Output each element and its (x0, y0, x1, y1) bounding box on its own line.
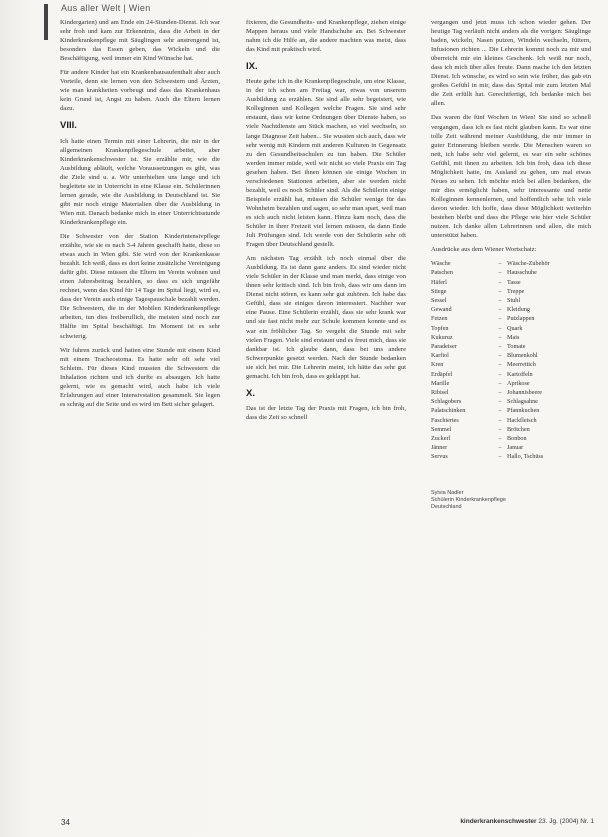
vocab-term: Sessel (431, 296, 447, 304)
vocab-row (431, 397, 591, 406)
author-block (431, 490, 591, 511)
vocab-dash: – (498, 315, 502, 323)
vocab-row (431, 379, 591, 388)
vocab-row (431, 443, 591, 452)
vocab-dash: – (498, 435, 502, 443)
vocab-intro: Ausdrücke aus dem Wiener Wortschatz: (431, 246, 537, 254)
vocab-row (431, 287, 591, 296)
vocab-term: Jänner (431, 444, 448, 452)
paragraph: Die Schwester von der Station Kinderintensivpflege erzählte, wie sie es nach 3-4 Jahren geschafft hatte, diese so etwas auch in Wien gibt. Sie wird von der Krankenkasse bezahlt. Ich weiß, dass es dort keine zusätzliche Vereinigung dafür gibt. Diese müssen die Eltern im Verein wohnen und einen Jahresbeitrag bezahlen, so dass es sich ungefähr rechnet, wenn das Kind für 14 Tage im Spital liegt, wird es, dass der Verein auch einige Tagespauschale bezahlt werden. Die Schwestern, die in der Mobilen Kinderkrankenpflege arbeiten, tun dies freiberuflich, die meisten sind noch zur Hälfte im Spital beschäftigt. Im Moment ist es sehr schwierig. (60, 232, 220, 340)
vocab-meaning: Meerrettich (507, 361, 536, 369)
vocab-term: Patschen (431, 269, 453, 277)
vocab-term: Häferl (431, 278, 447, 286)
vocab-meaning: Hallo, Tschüss (507, 453, 544, 461)
section-heading: VIII. (60, 120, 77, 132)
vocab-row (431, 452, 591, 461)
vocab-row (431, 268, 591, 277)
vocab-meaning: Hausschuhe (507, 269, 537, 277)
vocab-term: Gewand (431, 306, 452, 314)
vocab-row (431, 278, 591, 287)
vocab-meaning: Treppe (507, 287, 525, 295)
author-place: Deutschland (431, 503, 462, 510)
vocab-row (431, 324, 591, 333)
vocab-row (431, 416, 591, 425)
vocab-dash: – (498, 425, 502, 433)
vocab-dash: – (498, 407, 502, 415)
vocab-term: Marille (431, 379, 450, 387)
running-head: Aus aller Welt | Wien (61, 3, 151, 13)
vocab-meaning: Bonbon (507, 435, 527, 443)
vocab-meaning: Kleidung (507, 306, 531, 314)
vocab-row (431, 388, 591, 397)
vocab-term: Karfiol (431, 352, 449, 360)
vocab-row (431, 360, 591, 369)
vocab-term: Erdäpfel (431, 370, 453, 378)
vocab-meaning: Brötchen (507, 425, 530, 433)
vocab-dash: – (498, 287, 502, 295)
vocab-dash: – (498, 333, 502, 341)
margin-bar (44, 4, 48, 40)
vocab-row (431, 370, 591, 379)
vocab-dash: – (498, 306, 502, 314)
vocab-row (431, 351, 591, 360)
vocab-row (431, 296, 591, 305)
vocab-term: Faschiertes (431, 416, 459, 424)
vocab-dash: – (498, 370, 502, 378)
vocab-meaning: Tomate (507, 343, 526, 350)
magazine-issue: 23. Jg. (2004) Nr. 1 (538, 818, 594, 825)
vocab-dash: – (498, 296, 502, 304)
vocab-term: Kren (431, 361, 444, 369)
vocab-term: Servus (431, 453, 448, 461)
vocab-term: Zuckerl (431, 435, 451, 443)
vocab-meaning: Mais (507, 333, 520, 341)
vocab-term: Stiege (431, 287, 447, 295)
footer-magazine (460, 818, 594, 825)
vocab-row (431, 406, 591, 415)
paragraph: Das ist der letzte Tag der Praxis mit Fragen, ich bin froh, dass die Zeit so schnell (246, 404, 406, 421)
paragraph: Kindergarten) und am Ende ein 24-Stunden-Dienst. Ich war sehr froh und kam zur Erkenntnis, dass die Arbeit in der Kinderkrankenpflege mit Säuglingen sehr anstrengend ist, besonders das Essen geben, das Wickeln und die Beschäftigung, weil immer ein Kind Wünsche hat. (60, 19, 220, 63)
vocab-term: Ribisel (431, 389, 449, 397)
magazine-name: kinderkrankenschwester (460, 818, 537, 825)
vocab-meaning: Kartoffeln (507, 370, 533, 378)
column-3 (431, 18, 591, 511)
vocab-meaning: Aprikose (507, 379, 530, 387)
paragraph: Für andere Kinder hat ein Krankenhausaufenthalt aber auch Vorteile, denn sie lernen von den Schwestern und Ärzten, wie man krankheiten vorbeugt und dass das Krankenhaus kein Grund ist, Angst zu haben. Auch die Eltern lernen dazu. (60, 69, 220, 113)
vocab-meaning: Wäsche-Zubehör (507, 260, 550, 268)
vocab-dash: – (498, 398, 502, 406)
vocab-term: Palatschinken (431, 407, 466, 415)
paragraph: Wir fuhren zurück und hatten eine Stunde mit einem Kind mit einem Tracheostoma. Es hatte sehr oft sehr viel Schleim. Für dieses Kind mussten die Schwestern die Inhalation richten und ich durfte es absaugen. Ich hatte gelernt, wie es gemacht wird, auch habe ich viele Erfahrungen auf einer Intensivstation gesammelt. Sie legen es schräg auf die Seite und es wird im Bett sicher gelagert. (60, 346, 220, 408)
vocab-dash: – (498, 343, 502, 350)
paragraph: Heute gehe ich in die Krankenpflegeschule, um eine Klasse, in der ich schon am Freitag war, etwas von unserem Ausbildung zu erzählen. Sie sind alle sehr begeistert, wie Kolleginnen und Kollegen welche Fragen. Sie sind sehr erstaunt, dass wir keine Ordnungen über Dienste haben, so viele Nachtdienste am Stück machen, so viel wechseln, so lange Diagnose Zeit haben... Sie wussten sich auch, dass wir sehr wenig mit Kindern mit anderen Kulturen in Gegensatz zu den Gesundheitsschulen zu tun haben. Die Schüler werden immer müde, weil wir nicht so viele Praxis ein Tag gesehen haben. Bei ihnen können sie einige Wochen in verschiedenen Stationen arbeiten, aber sie werden nicht bezahlt, weil es noch Schüler sind. Als die Schülerin einige Beispiele erzählt hat, müssen die Schüler wenige für das Wohnheim bezahlen und sagen, so sehr man spart, weil man es sich auch nicht leisten kann. Hinzu kam noch, dass die Schüler in ihrer Freizeit viel lernen müssen, da dann Ende Juli Prüfungen sind. Ich werde von der Schülerin sehr oft Fragen über Deutschland gestellt. (246, 78, 406, 249)
vocab-term: Wäsche (431, 260, 451, 268)
vocab-meaning: Putzlappen (507, 315, 535, 323)
column-2 (246, 18, 406, 427)
vocab-meaning: Blumenkohl (507, 352, 538, 360)
vocab-dash: – (498, 453, 502, 461)
vocab-row (431, 305, 591, 314)
vocab-term: Semmel (431, 425, 452, 433)
vocab-meaning: Schlagsahne (507, 398, 538, 406)
paragraph: Ich hatte einen Termin mit einer Lehrerin, die mir in der allgemeinen Krankenpflegeschule arbeitet, aber Kinderkrankenschwester ist. Sie erzählte mir, wie die Ausbildung abläuft, welche Voraussetzungen es gibt, was die Ziele sind u. a. Wir unterhielten uns lange und ich begleitete sie in Unterricht in eine Klasse ein. Schülerinnen lernen gerade, wie die Ausbildung in Deutschland ist. Sie gibt mir noch einige Materialien über die Ausbildung in Wien mit. Danach bedanke mich in einer Unterrichtsstunde Kinderkrankenpflege ein. (60, 137, 220, 226)
vocab-dash: – (498, 416, 502, 424)
vocab-dash: – (498, 260, 502, 268)
vocab-meaning: Johannisbeere (507, 389, 543, 397)
column-1 (60, 18, 220, 414)
vocab-dash: – (498, 444, 502, 452)
paragraph: Am nächsten Tag erzählt ich noch einmal über die Ausbildung. Es ist dann ganz anders. Es sind wieder nicht viele Schüler in der Klasse und man merkt, dass einige von ihnen sehr kritisch sind. Ich bin froh, dass wir uns dann im Dienst nicht stören, es kann sehr gut zuhören. Ich habe das Gefühl, dass sie einiges davon interessiert. Nachher war eine Pause. Eine Schülerin erzählt, dass sie sehr krank war und sie fast nicht mehr zur Schule kommen konnte und es war ein fröhlicher Tag. So vergeht die Stunde mit sehr vielen Fragen. Viele sind erstaunt und es freut mich, dass sie dankbar ist. Ich glaube dann, dass bei uns andere Schwerpunkte gesetzt werden. Nach der Stunde bedanken sie sich bei mir. Die Lehrerin meint, ich hätte das sehr gut gemacht. Ich bin froh, dass es geklappt hat. (246, 255, 406, 380)
vocab-meaning: Januar (507, 444, 524, 452)
vocab-term: Fetzen (431, 315, 448, 323)
paragraph: vergangen und jetzt muss ich schon wieder gehen. Der heutige Tag verläuft nicht anders als die vorigen: Säuglinge baden, wickeln, Nasen putzen, Windeln wechseln, füttern, Infusionen richten ... Die Lehrerin kommt noch zu mir und überreicht mir ein kleines Geschenk. Ich weiß nur noch, dass ich mich über alles freute. Dann mache ich den letzten Dienst. Ich wünsche, es wird so sein wie früher, das gab ein großes Gefühl in mir, dass das Spital mir zum letzten Mal die Zeit erfüllt hat. Gerechtfertigt, Ich bedanke mich bei allen. (431, 19, 591, 108)
vocab-dash: – (498, 361, 502, 369)
vocab-dash: – (498, 389, 502, 397)
vocab-meaning: Quark (507, 324, 523, 332)
vocab-row (431, 259, 591, 268)
vocab-row (431, 425, 591, 434)
paragraph: fixieren, die Gesundheits- und Krankenpflege, ziehen einige Mappen heraus und viele Handschuhe an. Bei Schwester nahm ich die Hilfe an, die andere machten was meist, dass das Kind mit praktisch wird. (246, 19, 406, 54)
vocab-term: Paradeiser (431, 343, 457, 350)
section-heading: X. (246, 387, 255, 399)
vocab-row (431, 342, 591, 351)
author-name: Sylvia Nadler (431, 489, 464, 496)
vocab-dash: – (498, 379, 502, 387)
vocab-row (431, 434, 591, 443)
paragraph: Das waren die fünf Wochen in Wien! Sie sind so schnell vergangen, dass ich es fast nicht glauben kann. Es war eine tolle Zeit während meiner Ausbildung, die mir immer in guter Erinnerung bleiben werde. Die Menschen waren so nett, ich habe sehr viel gelernt, es war ein sehr schönes Gefühl, mit ihnen zu arbeiten. Ich bin froh, dass ich diese Möglichkeit hatte, im Ausland zu gehen, um mal etwas Neues zu sehen. Ich möchte mich bei allen bedanken, die mir dies ermöglicht haben, sehr interessante und nette Kolleginnen kennenlernen, und hoffentlich sehe ich viele davon wieder. Ich hoffe, dass diese Möglichkeit weiterhin bestehen bleibt und dass die Pflege wie hier viele Schüler nutzen. Ich danke allen Lehrerinnen und allen, die mich unterstützt haben. (431, 114, 591, 240)
vocab-dash: – (498, 324, 502, 332)
vocab-dash: – (498, 269, 502, 277)
vocab-meaning: Tasse (507, 278, 521, 286)
vocab-term: Schlagobers (431, 398, 462, 406)
vocab-table (431, 259, 591, 461)
vocab-row (431, 333, 591, 342)
page-number: 34 (61, 818, 70, 827)
author-role: Schülerin Kinderkrankenpflege (431, 496, 506, 503)
vocab-dash: – (498, 352, 502, 360)
vocab-meaning: Pfannkuchen (507, 407, 540, 415)
vocab-dash: – (498, 278, 502, 286)
vocab-term: Topfen (431, 324, 449, 332)
vocab-meaning: Stuhl (507, 296, 521, 304)
vocab-meaning: Hackfleisch (507, 416, 537, 424)
vocab-term: Kukuruz (431, 333, 453, 341)
section-heading: IX. (246, 61, 258, 73)
vocab-row (431, 314, 591, 323)
